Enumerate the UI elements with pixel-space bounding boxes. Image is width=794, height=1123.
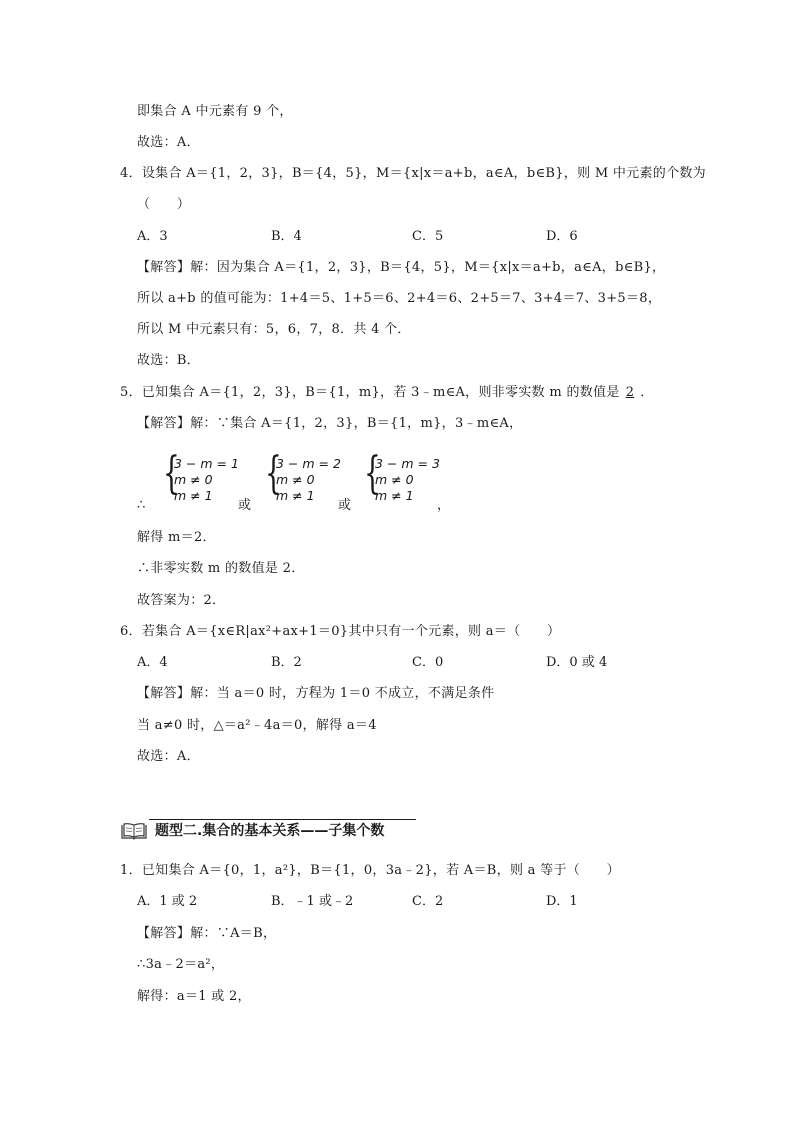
question-5-answer: 2: [625, 385, 635, 400]
q4-solution-line: 【解答】解：因为集合 A＝{1，2，3}，B＝{4，5}，M＝{x|x＝a+b，a∈A，b∈B}，: [137, 260, 666, 275]
therefore-symbol: ∴: [137, 498, 146, 513]
text-line: 即集合 A 中元素有 9 个，: [137, 104, 293, 119]
q6-option-d: D．0 或 4: [546, 655, 608, 670]
t1-option-d: D．1: [546, 894, 578, 909]
question-5: [120, 385, 654, 401]
system-1-row: 3 − m = 1: [174, 456, 239, 471]
system-2-row: 3 − m = 2: [276, 456, 341, 471]
q5-solution-line: 解得 m＝2．: [137, 530, 216, 545]
q4-solution-line: 所以 M 中元素只有：5，6，7，8．共 4 个．: [137, 322, 411, 337]
left-brace: {: [163, 448, 180, 499]
t1-solution-line: 【解答】解：∵A＝B，: [137, 926, 277, 941]
heading-underline: [149, 819, 416, 820]
q4-solution-line: 所以 a+b 的值可能为：1+4＝5、1+5＝6、2+4＝6、2+5＝7、3+4＝7、3+5＝8，: [137, 291, 662, 306]
t1-option-a: A．1 或 2: [137, 894, 198, 909]
system-2-row: m ≠ 1: [276, 488, 315, 503]
system-2-row: m ≠ 0: [276, 472, 315, 487]
system-1-row: m ≠ 1: [174, 488, 213, 503]
q5-solution-line: ∴非零实数 m 的数值是 2．: [137, 561, 305, 576]
system-3-row: 3 − m = 3: [375, 456, 440, 471]
q4-option-c: C．5: [412, 229, 444, 244]
text-line: 故选：A．: [137, 135, 200, 150]
system-3-row: m ≠ 0: [375, 472, 414, 487]
q6-solution-line: 【解答】解：当 a＝0 时，方程为 1＝0 不成立，不满足条件: [137, 686, 495, 701]
question-5-text: 5．已知集合 A＝{1，2，3}，B＝{1，m}，若 3﹣m∈A，则非零实数 m 的数值是: [120, 385, 620, 400]
left-brace: {: [265, 448, 282, 499]
comma-text: ，: [437, 498, 451, 513]
q4-option-b: B．4: [271, 229, 302, 244]
q6-option-b: B．2: [271, 655, 302, 670]
q5-solution-line: 【解答】解：∵集合 A＝{1，2，3}，B＝{1，m}，3﹣m∈A，: [137, 416, 523, 431]
or-text: 或: [338, 498, 352, 513]
question-4-paren: （ ）: [137, 197, 191, 212]
question-6: 6．若集合 A＝{x∈R|ax²+ax+1＝0}其中只有一个元素，则 a＝（ ）: [120, 624, 561, 639]
question-5-end: ．: [640, 385, 654, 400]
or-text: 或: [238, 498, 252, 513]
section-title: 题型二.集合的基本关系——子集个数: [155, 823, 385, 839]
system-3-row: m ≠ 1: [375, 488, 414, 503]
t1-option-c: C．2: [412, 894, 444, 909]
open-book-icon: [121, 822, 147, 840]
question-4: 4．设集合 A＝{1，2，3}，B＝{4，5}，M＝{x|x＝a+b，a∈A，b∈B}，则 M 中元素的个数为: [120, 166, 706, 181]
q6-solution-line: 故选：A．: [137, 749, 200, 764]
q6-option-c: C．0: [412, 655, 444, 670]
t1-option-b: B．﹣1 或﹣2: [271, 894, 354, 909]
q6-solution-line: 当 a≠0 时，△＝a²﹣4a＝0，解得 a＝4: [137, 718, 377, 733]
q4-option-d: D．6: [546, 229, 578, 244]
system-1-row: m ≠ 0: [174, 472, 213, 487]
q6-option-a: A．4: [137, 655, 168, 670]
left-brace: {: [364, 448, 381, 499]
t1-solution-line: 解得：a＝1 或 2，: [137, 989, 251, 1004]
q4-option-a: A．3: [137, 229, 168, 244]
q4-solution-line: 故选：B．: [137, 353, 201, 368]
q5-solution-line: 故答案为：2．: [137, 593, 226, 608]
topic2-question-1: 1．已知集合 A＝{0，1，a²}，B＝{1，0，3a﹣2}，若 A＝B，则 a 等于（ ）: [120, 863, 620, 878]
t1-solution-line: ∴3a﹣2＝a²，: [137, 957, 225, 972]
